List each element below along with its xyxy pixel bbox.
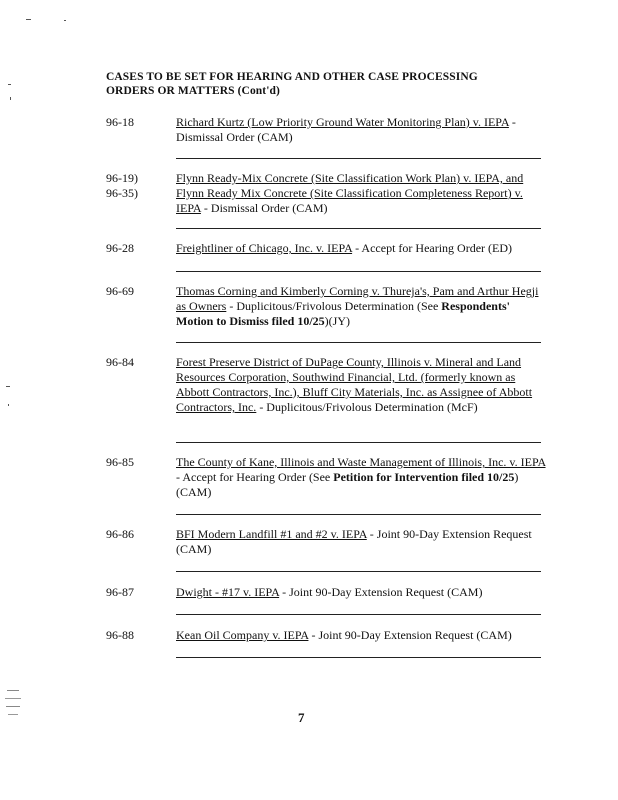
case-tail: )(CAM) (176, 470, 519, 499)
page-number: 7 (298, 710, 305, 725)
case-description (176, 241, 546, 256)
case-reference: Petition for Intervention filed 10/25 (333, 470, 515, 484)
case-caption: Flynn Ready-Mix Concrete (Site Classification Work Plan) v. IEPA, and Flynn Ready Mix Concrete (Site Classification Completeness Report) v. IEPA (176, 171, 524, 215)
docket-number: 96-87 (106, 585, 134, 599)
case-description (176, 115, 546, 145)
separator-rule (176, 514, 541, 515)
case-action: - Dismissal Order (CAM) (200, 201, 328, 215)
case-reference: Respondents' Motion to Dismiss filed 10/25 (176, 299, 510, 328)
case-description (176, 628, 546, 643)
docket-number: 96-88 (106, 628, 134, 642)
case-caption: BFI Modern Landfill #1 and #2 v. IEPA (176, 527, 367, 541)
scan-speck (8, 404, 9, 406)
case-description (176, 355, 546, 415)
separator-rule (176, 657, 541, 658)
case-caption: Forest Preserve District of DuPage County, Illinois v. Mineral and Land Resources Corporation, Southwind Financial, Ltd. (formerly known as Abbott Contractors, Inc.), Bluff City Materials, Inc. as Assignee of Abbott Contractors, Inc. (176, 355, 533, 414)
separator-rule (176, 158, 541, 159)
scan-speck (26, 19, 31, 20)
docket-number: 96-86 (106, 527, 134, 541)
case-caption: Dwight - #17 v. IEPA (176, 585, 280, 599)
section-heading (106, 70, 536, 98)
case-caption: Thomas Corning and Kimberly Corning v. Thureja's, Pam and Arthur Hegji as Owners (176, 284, 539, 313)
case-description (176, 171, 546, 216)
case-caption: Freightliner of Chicago, Inc. v. IEPA (176, 241, 353, 255)
docket-number: 96-84 (106, 355, 134, 369)
case-description (176, 455, 546, 500)
case-description (176, 585, 546, 600)
case-action: - Duplicitous/Frivolous Determination (See (226, 299, 442, 313)
case-caption: Richard Kurtz (Low Priority Ground Water Monitoring Plan) v. IEPA (176, 115, 509, 129)
case-action: - Joint 90-Day Extension Request (CAM) (308, 628, 512, 642)
separator-rule (176, 228, 541, 229)
case-description (176, 527, 546, 557)
separator-rule (176, 571, 541, 572)
docket-number: 96-28 (106, 241, 134, 255)
case-action: - Dismissal Order (CAM) (176, 115, 516, 144)
case-action: - Duplicitous/Frivolous Determination (McF) (256, 400, 478, 414)
scan-speck (6, 386, 10, 387)
case-caption: The County of Kane, Illinois and Waste Management of Illinois, Inc. v. IEPA (176, 455, 546, 469)
separator-rule (176, 342, 541, 343)
heading-line-2: ORDERS OR MATTERS (Cont'd) (106, 85, 280, 97)
case-action: - Joint 90-Day Extension Request (CAM) (176, 527, 532, 556)
case-action: - Accept for Hearing Order (ED) (352, 241, 513, 255)
scan-speck (5, 698, 21, 699)
docket-number: 96-85 (106, 455, 134, 469)
docket-number: 96-18 (106, 115, 134, 129)
scan-speck (8, 84, 11, 85)
case-caption: Kean Oil Company v. IEPA (176, 628, 309, 642)
docket-number: 96-69 (106, 284, 134, 298)
scan-speck (64, 20, 66, 21)
separator-rule (176, 271, 541, 272)
case-action: - Joint 90-Day Extension Request (CAM) (279, 585, 483, 599)
scan-speck (6, 706, 20, 707)
case-description (176, 284, 546, 329)
case-tail: )(JY) (324, 314, 350, 328)
separator-rule (176, 442, 541, 443)
case-action: - Accept for Hearing Order (See (176, 470, 334, 484)
scan-speck (10, 97, 11, 100)
scan-speck (8, 714, 18, 715)
docket-number: 96-19) 96-35) (106, 171, 138, 200)
heading-line-1: CASES TO BE SET FOR HEARING AND OTHER CASE PROCESSING (106, 71, 478, 83)
separator-rule (176, 614, 541, 615)
scan-speck (7, 690, 19, 691)
